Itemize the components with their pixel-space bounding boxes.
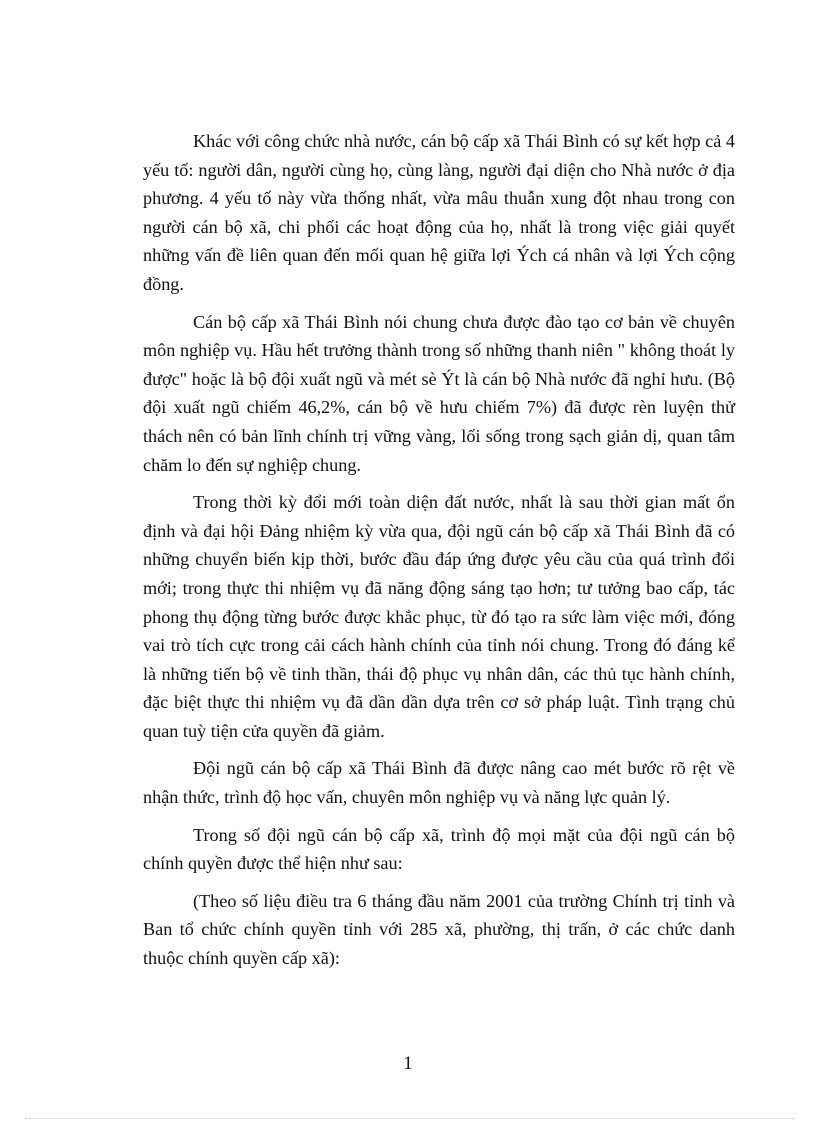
page-number: 1: [403, 1053, 413, 1074]
paragraph-6: (Theo số liệu điều tra 6 tháng đầu năm 2001 của trường Chính trị tỉnh và Ban tổ chức chính quyền tỉnh với 285 xã, phường, thị trấn, ở các chức danh thuộc chính quyền cấp xã):: [143, 890, 735, 969]
paragraph-5: Trong số đội ngũ cán bộ cấp xã, trình độ mọi mặt của đội ngũ cán bộ chính quyền được thể hiện như sau:: [143, 824, 735, 874]
paragraph-2: Cán bộ cấp xã Thái Bình nói chung chưa được đào tạo cơ bản về chuyên môn nghiệp vụ. Hầu hết trưởng thành trong số những thanh niên " không thoát ly được" hoặc là bộ đội xuất ngũ và mét sè Ýt là cán bộ Nhà nước đã nghỉ hưu. (Bộ đội xuất ngũ chiếm 46,2%, cán bộ về hưu chiếm 7%) đã được rèn luyện thử thách nên có bản lĩnh chính trị vững vàng, lối sống trong sạch giản dị, quan tâm chăm lo đến sự nghiệp chung.: [143, 311, 735, 475]
paragraph-3: Trong thời kỳ đổi mới toàn diện đất nước, nhất là sau thời gian mất ổn định và đại hội Đảng nhiệm kỳ vừa qua, đội ngũ cán bộ cấp xã Thái Bình đã có những chuyển biến kịp thời, bước đầu đáp ứng được yêu cầu của quá trình đổi mới; trong thực thi nhiệm vụ đã năng động sáng tạo hơn; tư tưởng bao cấp, tác phong thụ động từng bước được khắc phục, từ đó tạo ra sức làm việc mới, đóng vai trò tích cực trong cải cách hành chính của tỉnh nói chung. Trong đó đáng kể là những tiến bộ về tinh thần, thái độ phục vụ nhân dân, các thủ tục hành chính, đặc biệt thực thi nhiệm vụ đã dần dần dựa trên cơ sở pháp luật. Tình trạng chủ quan tuỳ tiện cửa quyền đã giảm.: [143, 492, 735, 741]
paragraph-4: Đội ngũ cán bộ cấp xã Thái Bình đã được nâng cao mét bước rõ rệt về nhận thức, trình độ học vấn, chuyên môn nghiệp vụ và năng lực quản lý.: [143, 758, 735, 808]
document-body: [143, 127, 735, 973]
paragraph-1: Khác với công chức nhà nước, cán bộ cấp xã Thái Bình có sự kết hợp cả 4 yếu tố: người dân, người cùng họ, cùng làng, người đại diện cho Nhà nước ở địa phương. 4 yếu tố này vừa thống nhất, vừa mâu thuẫn xung đột nhau trong con người cán bộ xã, chi phối các hoạt động của họ, nhất là trong việc giải quyết những vấn đề liên quan đến mối quan hệ giữa lợi Ých cá nhân và lợi Ých cộng đồng.: [143, 131, 735, 294]
page-bottom-divider: [25, 1118, 795, 1119]
